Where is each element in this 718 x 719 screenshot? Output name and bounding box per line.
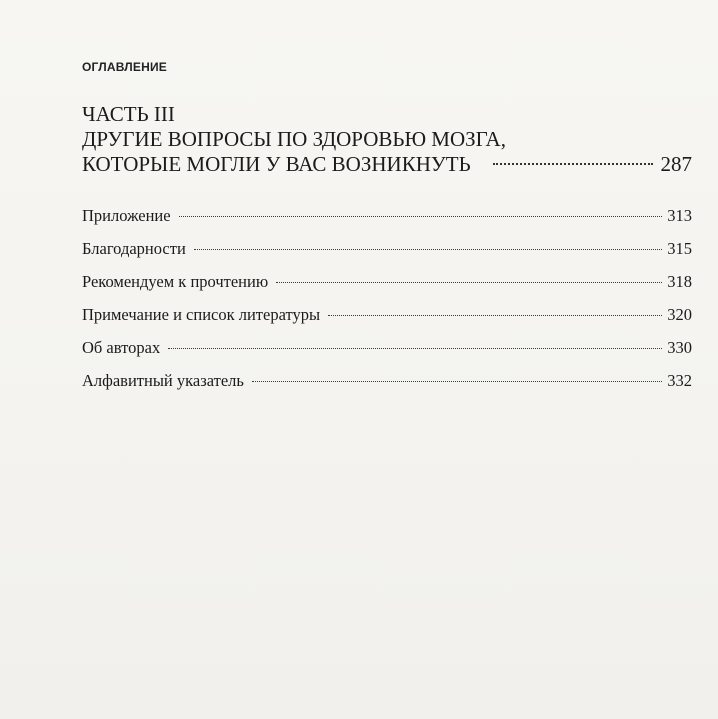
toc-entry-page: 330 [667,338,692,357]
toc-entry-recommended-reading[interactable] [82,272,692,305]
table-of-contents [82,206,692,404]
dot-leader [194,249,662,250]
dot-leader [493,163,653,165]
toc-entry-page: 332 [667,371,692,390]
toc-entry-title: Приложение [82,206,171,225]
toc-entry-page: 313 [667,206,692,225]
toc-entry-title: Об авторах [82,338,161,357]
part-heading [82,102,692,177]
toc-entry-acknowledgements[interactable] [82,239,692,272]
part-title-row [82,152,692,177]
toc-entry-index[interactable] [82,371,692,404]
toc-entry-title: Благодарности [82,239,186,258]
dot-leader [179,216,662,217]
section-label: ОГЛАВЛЕНИЕ [82,60,168,74]
dot-leader [252,381,662,382]
toc-entry-notes-references[interactable] [82,305,692,338]
part-title-line-2: КОТОРЫЕ МОГЛИ У ВАС ВОЗНИКНУТЬ [82,152,471,176]
dot-leader [168,348,662,349]
part-title-line-1: ДРУГИЕ ВОПРОСЫ ПО ЗДОРОВЬЮ МОЗГА, [82,127,506,151]
toc-entry-title: Алфавитный указатель [82,371,244,390]
toc-entry-title: Рекомендуем к прочтению [82,272,269,291]
toc-entry-appendix[interactable] [82,206,692,239]
toc-entry-page: 320 [667,305,692,324]
toc-entry-title: Примечание и список литературы [82,305,321,324]
toc-entry-page: 318 [667,272,692,291]
dot-leader [276,282,662,283]
toc-entry-page: 315 [667,239,692,258]
dot-leader [328,315,662,316]
toc-entry-about-authors[interactable] [82,338,692,371]
part-number: ЧАСТЬ III [82,102,175,126]
part-page-number: 287 [660,152,692,176]
